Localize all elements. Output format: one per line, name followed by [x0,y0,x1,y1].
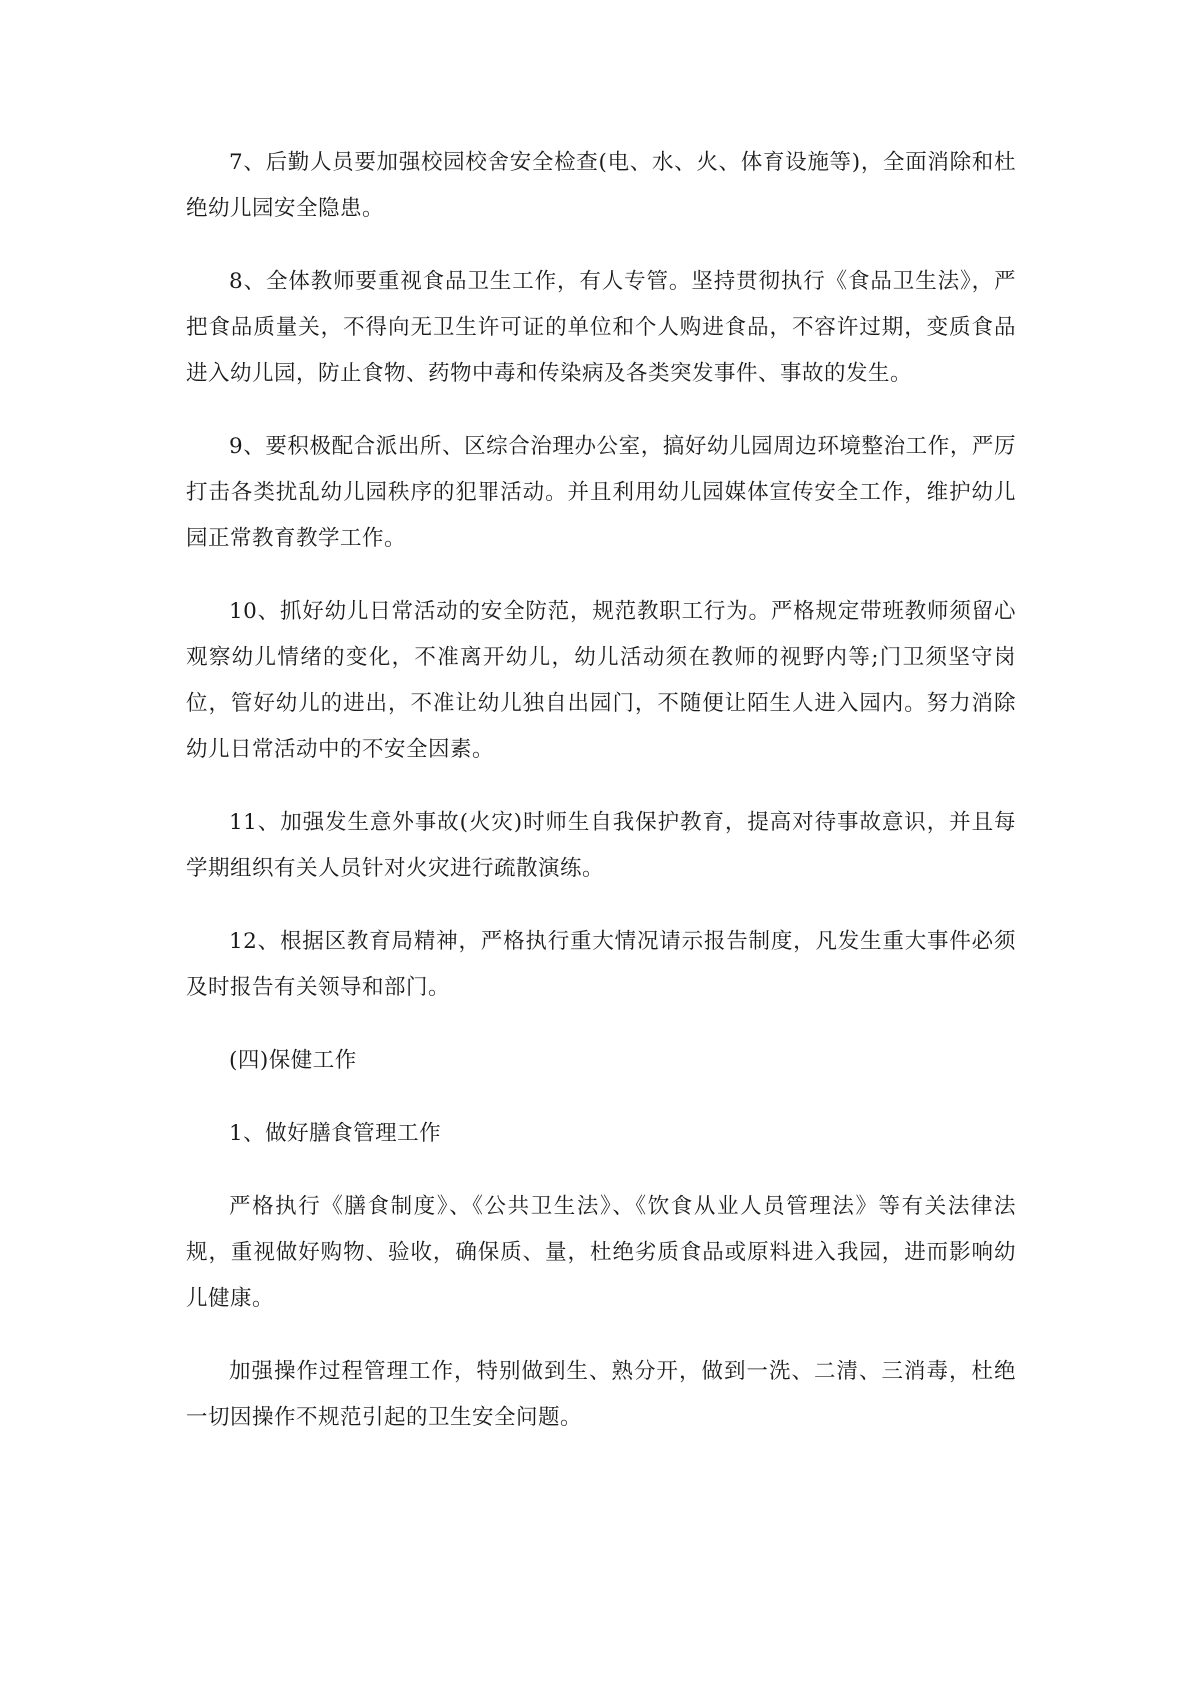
paragraph-item-9: 9、要积极配合派出所、区综合治理办公室，搞好幼儿园周边环境整治工作，严厉打击各类扰乱幼儿园秩序的犯罪活动。并且利用幼儿园媒体宣传安全工作，维护幼儿园正常教育教学工作。 [186,434,1016,551]
paragraph-item-7: 7、后勤人员要加强校园校舍安全检查(电、水、火、体育设施等)，全面消除和杜绝幼儿园安全隐患。 [186,150,1016,221]
paragraph-item-12: 12、根据区教育局精神，严格执行重大情况请示报告制度，凡发生重大事件必须及时报告有关领导和部门。 [186,929,1016,1000]
subsection-heading: 1、做好膳食管理工作 [229,1121,442,1146]
document-body [186,140,1016,1468]
paragraph-item-8: 8、全体教师要重视食品卫生工作，有人专管。坚持贯彻执行《食品卫生法》，严把食品质量关，不得向无卫生许可证的单位和个人购进食品，不容许过期，变质食品进入幼儿园，防止食物、药物中毒和传染病及各类突发事件、事故的发生。 [186,269,1016,386]
paragraph-item-10: 10、抓好幼儿日常活动的安全防范，规范教职工行为。严格规定带班教师须留心观察幼儿情绪的变化，不准离开幼儿，幼儿活动须在教师的视野内等;门卫须坚守岗位，管好幼儿的进出，不准让幼儿独自出园门，不随便让陌生人进入园内。努力消除幼儿日常活动中的不安全因素。 [186,599,1016,762]
paragraph-diet-regulations: 严格执行《膳食制度》、《公共卫生法》、《饮食从业人员管理法》等有关法律法规，重视做好购物、验收，确保质、量，杜绝劣质食品或原料进入我园，进而影响幼儿健康。 [186,1194,1016,1311]
paragraph-item-11: 11、加强发生意外事故(火灾)时师生自我保护教育，提高对待事故意识，并且每学期组织有关人员针对火灾进行疏散演练。 [186,810,1016,881]
paragraph-operation-management: 加强操作过程管理工作，特别做到生、熟分开，做到一洗、二清、三消毒，杜绝一切因操作不规范引起的卫生安全问题。 [186,1359,1016,1430]
section-heading: (四)保健工作 [229,1048,357,1073]
